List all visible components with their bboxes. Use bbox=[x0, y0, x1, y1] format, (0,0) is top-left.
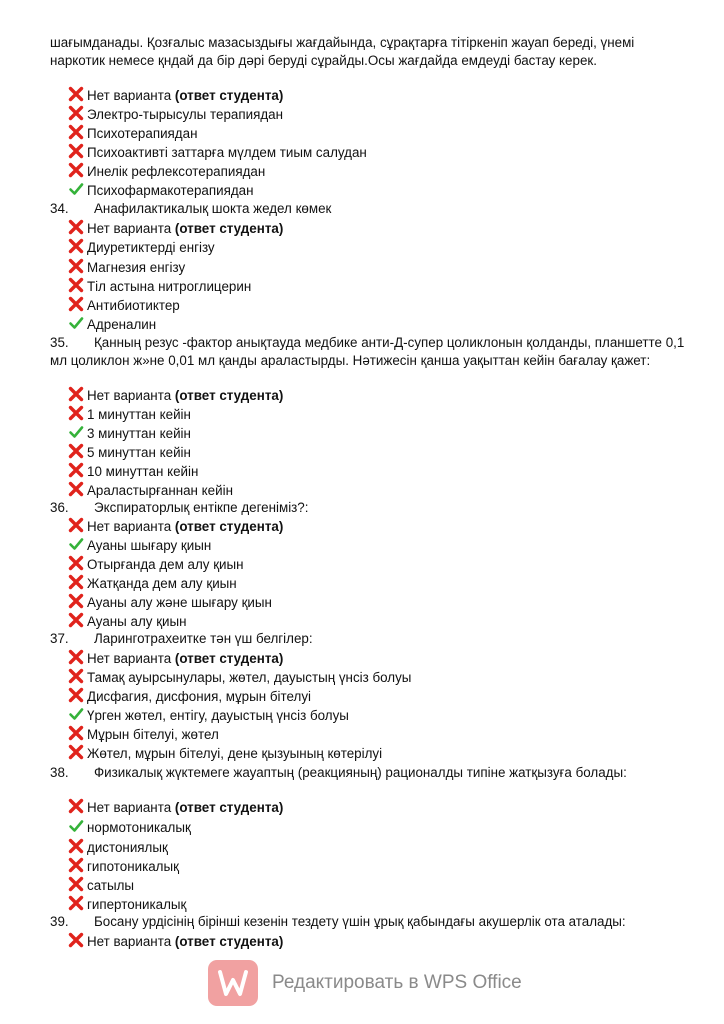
option-text: Ауаны алу және шығару қиын bbox=[87, 595, 272, 610]
check-icon bbox=[68, 536, 87, 552]
answer-option bbox=[68, 181, 253, 200]
question-number: 34. bbox=[50, 201, 69, 216]
option-text: Нет варианта bbox=[87, 388, 172, 403]
cross-icon bbox=[68, 162, 87, 178]
option-text: гипотоникалық bbox=[87, 859, 179, 874]
option-text: Психофармакотерапиядан bbox=[87, 183, 254, 198]
cross-icon bbox=[68, 238, 87, 254]
answer-option bbox=[68, 895, 186, 914]
answer-option bbox=[68, 219, 283, 238]
question-number: 38. bbox=[50, 765, 69, 780]
option-text: гипертоникалық bbox=[87, 897, 187, 912]
cross-icon bbox=[68, 296, 87, 312]
cross-icon bbox=[68, 932, 87, 948]
question-text: Физикалық жүктемеге жауаптың (реакцияның) рационалды типіне жатқызуға болады: bbox=[94, 765, 627, 780]
option-text: 3 минуттан кейін bbox=[87, 426, 191, 441]
option-text: 10 минуттан кейін bbox=[87, 464, 199, 479]
question-38 bbox=[50, 764, 690, 782]
student-answer-label: (ответ студента) bbox=[174, 519, 284, 534]
cross-icon bbox=[68, 687, 87, 703]
answer-option bbox=[68, 124, 197, 143]
option-text: Нет варианта bbox=[87, 651, 172, 666]
question-36 bbox=[50, 499, 308, 517]
answer-option bbox=[68, 649, 283, 668]
answer-option bbox=[68, 386, 283, 405]
answer-option bbox=[68, 574, 237, 593]
option-text: Инелік рефлексотерапиядан bbox=[87, 164, 266, 179]
question-text: Ларинготрахеитке тән үш белгілер: bbox=[94, 631, 313, 646]
option-text: Антибиотиктер bbox=[87, 298, 180, 313]
option-text: Магнезия енгізу bbox=[87, 260, 186, 275]
answer-option bbox=[68, 687, 311, 706]
option-text: Дисфагия, дисфония, мұрын бітелуі bbox=[87, 689, 311, 704]
answer-option bbox=[68, 462, 198, 481]
wps-edit-link[interactable]: Редактировать в WPS Office bbox=[272, 972, 522, 993]
answer-option bbox=[68, 857, 179, 876]
cross-icon bbox=[68, 668, 87, 684]
option-text: Араластырғаннан кейін bbox=[87, 483, 233, 498]
option-text: Жатқанда дем алу қиын bbox=[87, 576, 237, 591]
option-text: Ауаны алу қиын bbox=[87, 614, 187, 629]
option-text: Нет варианта bbox=[87, 88, 172, 103]
answer-option bbox=[68, 536, 211, 555]
cross-icon bbox=[68, 277, 87, 293]
cross-icon bbox=[68, 744, 87, 760]
answer-option bbox=[68, 296, 180, 315]
answer-option bbox=[68, 612, 187, 631]
student-answer-label: (ответ студента) bbox=[174, 800, 284, 815]
wps-edit-banner[interactable] bbox=[208, 958, 538, 1008]
answer-option bbox=[68, 86, 283, 105]
answer-option bbox=[68, 238, 215, 257]
option-text: Үрген жөтел, ентігу, дауыстың үнсіз болуы bbox=[87, 708, 349, 723]
check-icon bbox=[68, 818, 87, 834]
intro-paragraph: шағымданады. Қозғалыс мазасыздығы жағдайында, сұрақтарға тітіркеніп жауап береді, үнемі наркотик немесе қндай да бір дәрі беруді сұрайды.Осы жағдайда емдеуді бастау керек. bbox=[50, 35, 635, 68]
question-number: 37. bbox=[50, 631, 69, 646]
student-answer-label: (ответ студента) bbox=[174, 651, 284, 666]
option-text: Нет варианта bbox=[87, 519, 172, 534]
answer-option bbox=[68, 481, 233, 500]
question-37 bbox=[50, 630, 313, 648]
question-number: 39. bbox=[50, 914, 69, 929]
answer-option bbox=[68, 555, 244, 574]
cross-icon bbox=[68, 405, 87, 421]
cross-icon bbox=[68, 143, 87, 159]
answer-option bbox=[68, 105, 283, 124]
check-icon bbox=[68, 181, 87, 197]
cross-icon bbox=[68, 105, 87, 121]
cross-icon bbox=[68, 219, 87, 235]
option-text: Психотерапиядан bbox=[87, 126, 198, 141]
question-number: 35. bbox=[50, 335, 69, 350]
option-text: 5 минуттан кейін bbox=[87, 445, 191, 460]
cross-icon bbox=[68, 386, 87, 402]
option-text: сатылы bbox=[87, 878, 135, 893]
option-text: Тіл астына нитроглицерин bbox=[87, 279, 252, 294]
cross-icon bbox=[68, 649, 87, 665]
option-text: Ауаны шығару қиын bbox=[87, 538, 212, 553]
option-text: Нет варианта bbox=[87, 800, 172, 815]
cross-icon bbox=[68, 876, 87, 892]
wps-logo-icon[interactable] bbox=[208, 960, 258, 1006]
cross-icon bbox=[68, 895, 87, 911]
answer-option bbox=[68, 517, 283, 536]
check-icon bbox=[68, 424, 87, 440]
answer-option bbox=[68, 798, 283, 817]
student-answer-label: (ответ студента) bbox=[174, 221, 284, 236]
answer-option bbox=[68, 405, 191, 424]
answer-option bbox=[68, 424, 191, 443]
option-text: Жөтел, мұрын бітелуі, дене қызуының көтерілуі bbox=[87, 746, 383, 761]
cross-icon bbox=[68, 574, 87, 590]
student-answer-label: (ответ студента) bbox=[174, 88, 284, 103]
cross-icon bbox=[68, 555, 87, 571]
question-text: Анафилактикалық шокта жедел көмек bbox=[94, 201, 332, 216]
answer-option bbox=[68, 143, 367, 162]
answer-option bbox=[68, 706, 349, 725]
answer-option bbox=[68, 162, 265, 181]
option-text: 1 минуттан кейін bbox=[87, 407, 191, 422]
answer-option bbox=[68, 744, 382, 763]
answer-option bbox=[68, 876, 134, 895]
answer-option bbox=[68, 315, 156, 334]
answer-option bbox=[68, 668, 411, 687]
option-text: Отырғанда дем алу қиын bbox=[87, 557, 244, 572]
cross-icon bbox=[68, 593, 87, 609]
answer-option bbox=[68, 818, 191, 837]
option-text: дистониялық bbox=[87, 840, 168, 855]
cross-icon bbox=[68, 517, 87, 533]
question-35 bbox=[50, 334, 690, 370]
option-text: Психоактивті заттарға мүлдем тиым салудан bbox=[87, 145, 367, 160]
cross-icon bbox=[68, 725, 87, 741]
question-text: Экспираторлық ентікпе дегеніміз?: bbox=[94, 500, 309, 515]
check-icon bbox=[68, 315, 87, 331]
question-text: Босану урдісінің бірінші кезенін тездету үшін ұрық қабындағы акушерлік ота аталады: bbox=[94, 914, 626, 929]
answer-option bbox=[68, 277, 251, 296]
cross-icon bbox=[68, 857, 87, 873]
answer-option bbox=[68, 838, 168, 857]
answer-option bbox=[68, 725, 219, 744]
option-text: нормотоникалық bbox=[87, 820, 191, 835]
check-icon bbox=[68, 706, 87, 722]
question-34 bbox=[50, 200, 331, 218]
cross-icon bbox=[68, 258, 87, 274]
cross-icon bbox=[68, 798, 87, 814]
answer-option bbox=[68, 932, 283, 951]
cross-icon bbox=[68, 86, 87, 102]
option-text: Нет варианта bbox=[87, 934, 172, 949]
student-answer-label: (ответ студента) bbox=[174, 934, 284, 949]
cross-icon bbox=[68, 124, 87, 140]
answer-option bbox=[68, 258, 185, 277]
cross-icon bbox=[68, 462, 87, 478]
option-text: Адреналин bbox=[87, 317, 157, 332]
option-text: Электро-тырысулы терапиядан bbox=[87, 107, 283, 122]
option-text: Тамақ ауырсынулары, жөтел, дауыстың үнсіз болуы bbox=[87, 670, 412, 685]
option-text: Нет варианта bbox=[87, 221, 172, 236]
answer-option bbox=[68, 443, 191, 462]
answer-option bbox=[68, 593, 272, 612]
option-text: Мұрын бітелуі, жөтел bbox=[87, 727, 219, 742]
question-text: Қанның резус -фактор анықтауда медбике анти-Д-супер цоликлонын қолданды, планшетте 0,1 мл цоликлон ж»не 0,01 мл қанды араластырды. Нәтижесін қанша уақыттан кейін бағалау қажет: bbox=[50, 335, 685, 368]
cross-icon bbox=[68, 838, 87, 854]
question-number: 36. bbox=[50, 500, 69, 515]
cross-icon bbox=[68, 612, 87, 628]
student-answer-label: (ответ студента) bbox=[174, 388, 284, 403]
option-text: Диуретиктерді енгізу bbox=[87, 240, 215, 255]
question-39 bbox=[50, 913, 626, 931]
cross-icon bbox=[68, 481, 87, 497]
cross-icon bbox=[68, 443, 87, 459]
